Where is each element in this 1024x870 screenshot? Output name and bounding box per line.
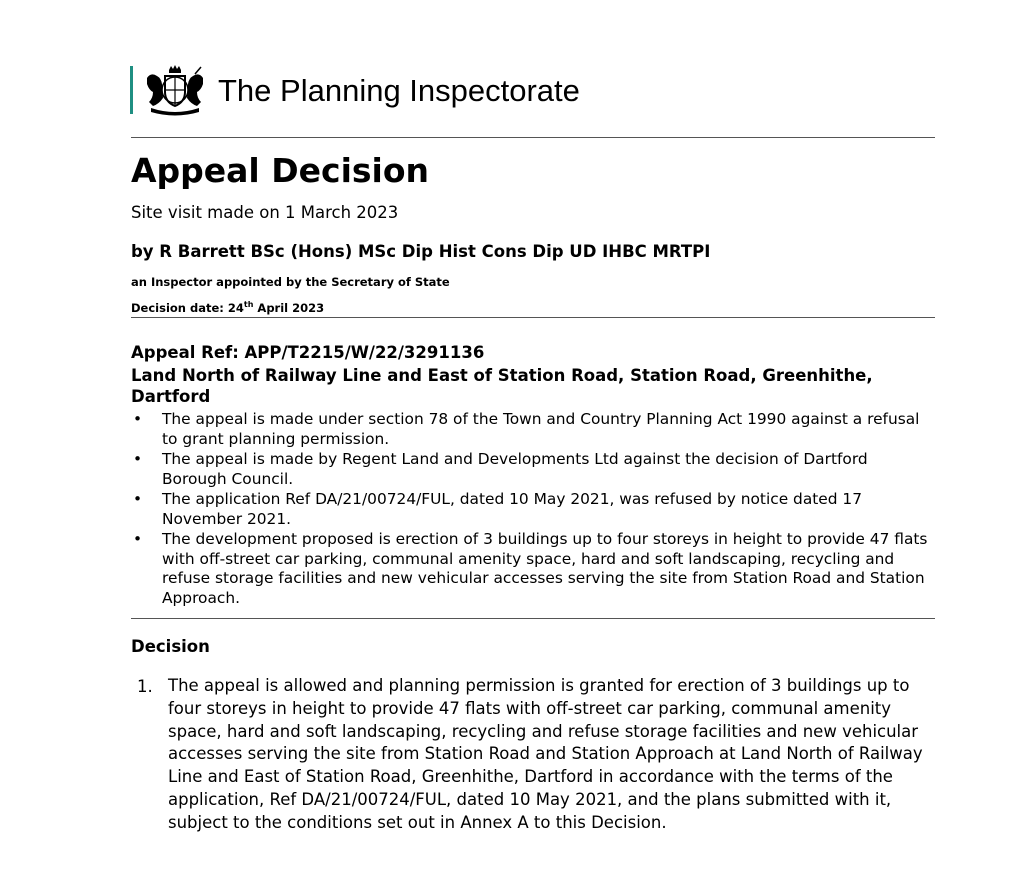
header-divider bbox=[131, 137, 935, 138]
list-item bbox=[131, 530, 931, 608]
decision-date-prefix: Decision date: 24 bbox=[131, 301, 244, 315]
bullet-marker: • bbox=[133, 490, 143, 508]
list-item bbox=[131, 450, 931, 489]
decision-date-suffix: April 2023 bbox=[253, 301, 325, 315]
inspector-name: by R Barrett BSc (Hons) MSc Dip Hist Cons Dip UD IHBC MRTPI bbox=[131, 242, 711, 261]
paragraph-text: The appeal is allowed and planning permission is granted for erection of 3 buildings up to four storeys in height to provide 47 flats with off-street car parking, communal amenity space, hard and soft landscaping, recycling and refuse storage facilities and new vehicular accesses serving the site from Station Road and Station Approach at Land North of Railway Line and East of Station Road, Greenhithe, Dartford in accordance with the terms of the application, Ref DA/21/00724/FUL, dated 10 May 2021, and the plans submitted with it, subject to the conditions set out in Annex A to this Decision. bbox=[168, 676, 923, 832]
list-item-text: The application Ref DA/21/00724/FUL, dated 10 May 2021, was refused by notice dated 17 November 2021. bbox=[162, 490, 863, 528]
list-item-text: The development proposed is erection of 3 buildings up to four storeys in height to provide 47 flats with off-street car parking, communal amenity space, hard and soft landscaping, recycling and refuse storage facilities and new vehicular accesses serving the site from Station Road and Station Approach. bbox=[162, 530, 928, 607]
appeal-reference: Appeal Ref: APP/T2215/W/22/3291136 bbox=[131, 343, 485, 362]
appeal-details-list bbox=[131, 410, 931, 609]
list-item-text: The appeal is made under section 78 of the Town and Country Planning Act 1990 against a refusal to grant planning permission. bbox=[162, 410, 920, 448]
bullet-marker: • bbox=[133, 450, 143, 468]
document-title: Appeal Decision bbox=[131, 151, 429, 190]
bullet-marker: • bbox=[133, 530, 143, 548]
royal-coat-of-arms-icon bbox=[143, 64, 207, 116]
decision-date bbox=[131, 300, 324, 316]
decision-heading: Decision bbox=[131, 637, 210, 656]
list-item bbox=[131, 490, 931, 529]
bullet-marker: • bbox=[133, 410, 143, 428]
paragraph-number: 1. bbox=[137, 677, 153, 696]
title-divider bbox=[131, 317, 935, 318]
inspector-appointment: an Inspector appointed by the Secretary of State bbox=[131, 275, 450, 289]
site-visit-date: Site visit made on 1 March 2023 bbox=[131, 203, 399, 222]
site-address: Land North of Railway Line and East of Station Road, Station Road, Greenhithe, Dartford bbox=[131, 366, 873, 406]
organisation-name: The Planning Inspectorate bbox=[218, 73, 580, 108]
decision-date-ordinal: th bbox=[243, 300, 254, 310]
list-item-text: The appeal is made by Regent Land and Developments Ltd against the decision of Dartford Borough Council. bbox=[162, 450, 868, 488]
details-divider bbox=[131, 618, 935, 619]
logo-accent-bar bbox=[130, 66, 133, 114]
list-item bbox=[131, 410, 931, 449]
